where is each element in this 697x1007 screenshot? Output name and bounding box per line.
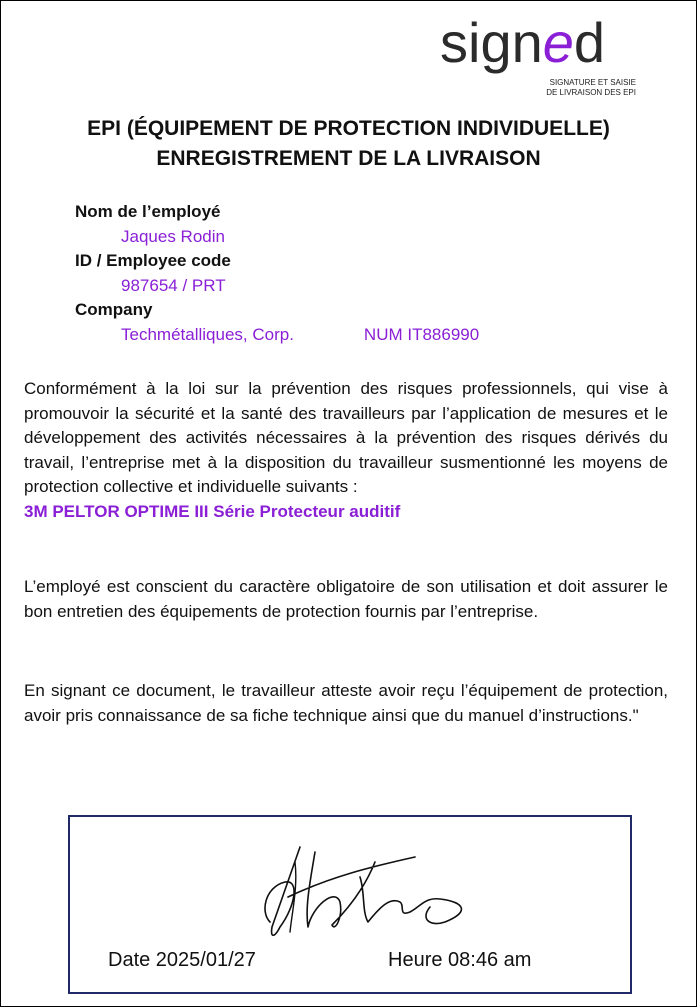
company-row xyxy=(75,323,635,348)
employee-id-value: 987654 / PRT xyxy=(121,275,226,295)
employee-name-value: Jaques Rodin xyxy=(121,226,225,246)
paragraph-obligation: L’employé est conscient du caractère obligatoire de son utilisation et doit assurer le bon entretien des équipements de protection fournis par l’entreprise. xyxy=(24,577,668,621)
signature-time: Heure 08:46 am xyxy=(388,949,532,971)
paragraph-law-text: Conformément à la loi sur la prévention des risques professionnels, qui vise à promouvoir la sécurité et la santé des travailleurs par l’application de mesures et le développement des activités nécessaires à la prévention des risques dérivés du travail, l’entreprise met à la disposition du travailleur susmentionné les moyens de protection collective et individuelle suivants : xyxy=(24,379,668,496)
title-line-1: EPI (ÉQUIPEMENT DE PROTECTION INDIVIDUELLE) xyxy=(87,117,610,140)
employee-name-label: Nom de l’employé xyxy=(75,202,221,221)
signature-date: Date 2025/01/27 xyxy=(108,949,256,971)
signed-logo xyxy=(440,10,640,95)
paragraph-law xyxy=(24,377,668,524)
signature-box xyxy=(68,815,632,994)
employee-fields xyxy=(75,200,635,347)
employee-id-label: ID / Employee code xyxy=(75,251,231,270)
title-line-2: ENREGISTREMENT DE LA LIVRAISON xyxy=(156,147,541,170)
company-label: Company xyxy=(75,300,153,319)
document-title xyxy=(0,114,697,174)
logo-wordmark: signed xyxy=(440,11,606,74)
paragraph-attestation: En signant ce document, le travailleur atteste avoir reçu l’équipement de protection, avoir pris connaissance de sa fiche technique ainsi que du manuel d’instructions." xyxy=(24,681,668,725)
product-name: 3M PELTOR OPTIME III Série Protecteur auditif xyxy=(24,501,401,521)
company-num: NUM IT886990 xyxy=(363,324,480,344)
company-value: Techmétalliques, Corp. xyxy=(121,324,294,344)
logo-tagline: SIGNATURE ET SAISIE DE LIVRAISON DES EPI xyxy=(546,78,636,97)
handwritten-signature xyxy=(240,827,500,947)
